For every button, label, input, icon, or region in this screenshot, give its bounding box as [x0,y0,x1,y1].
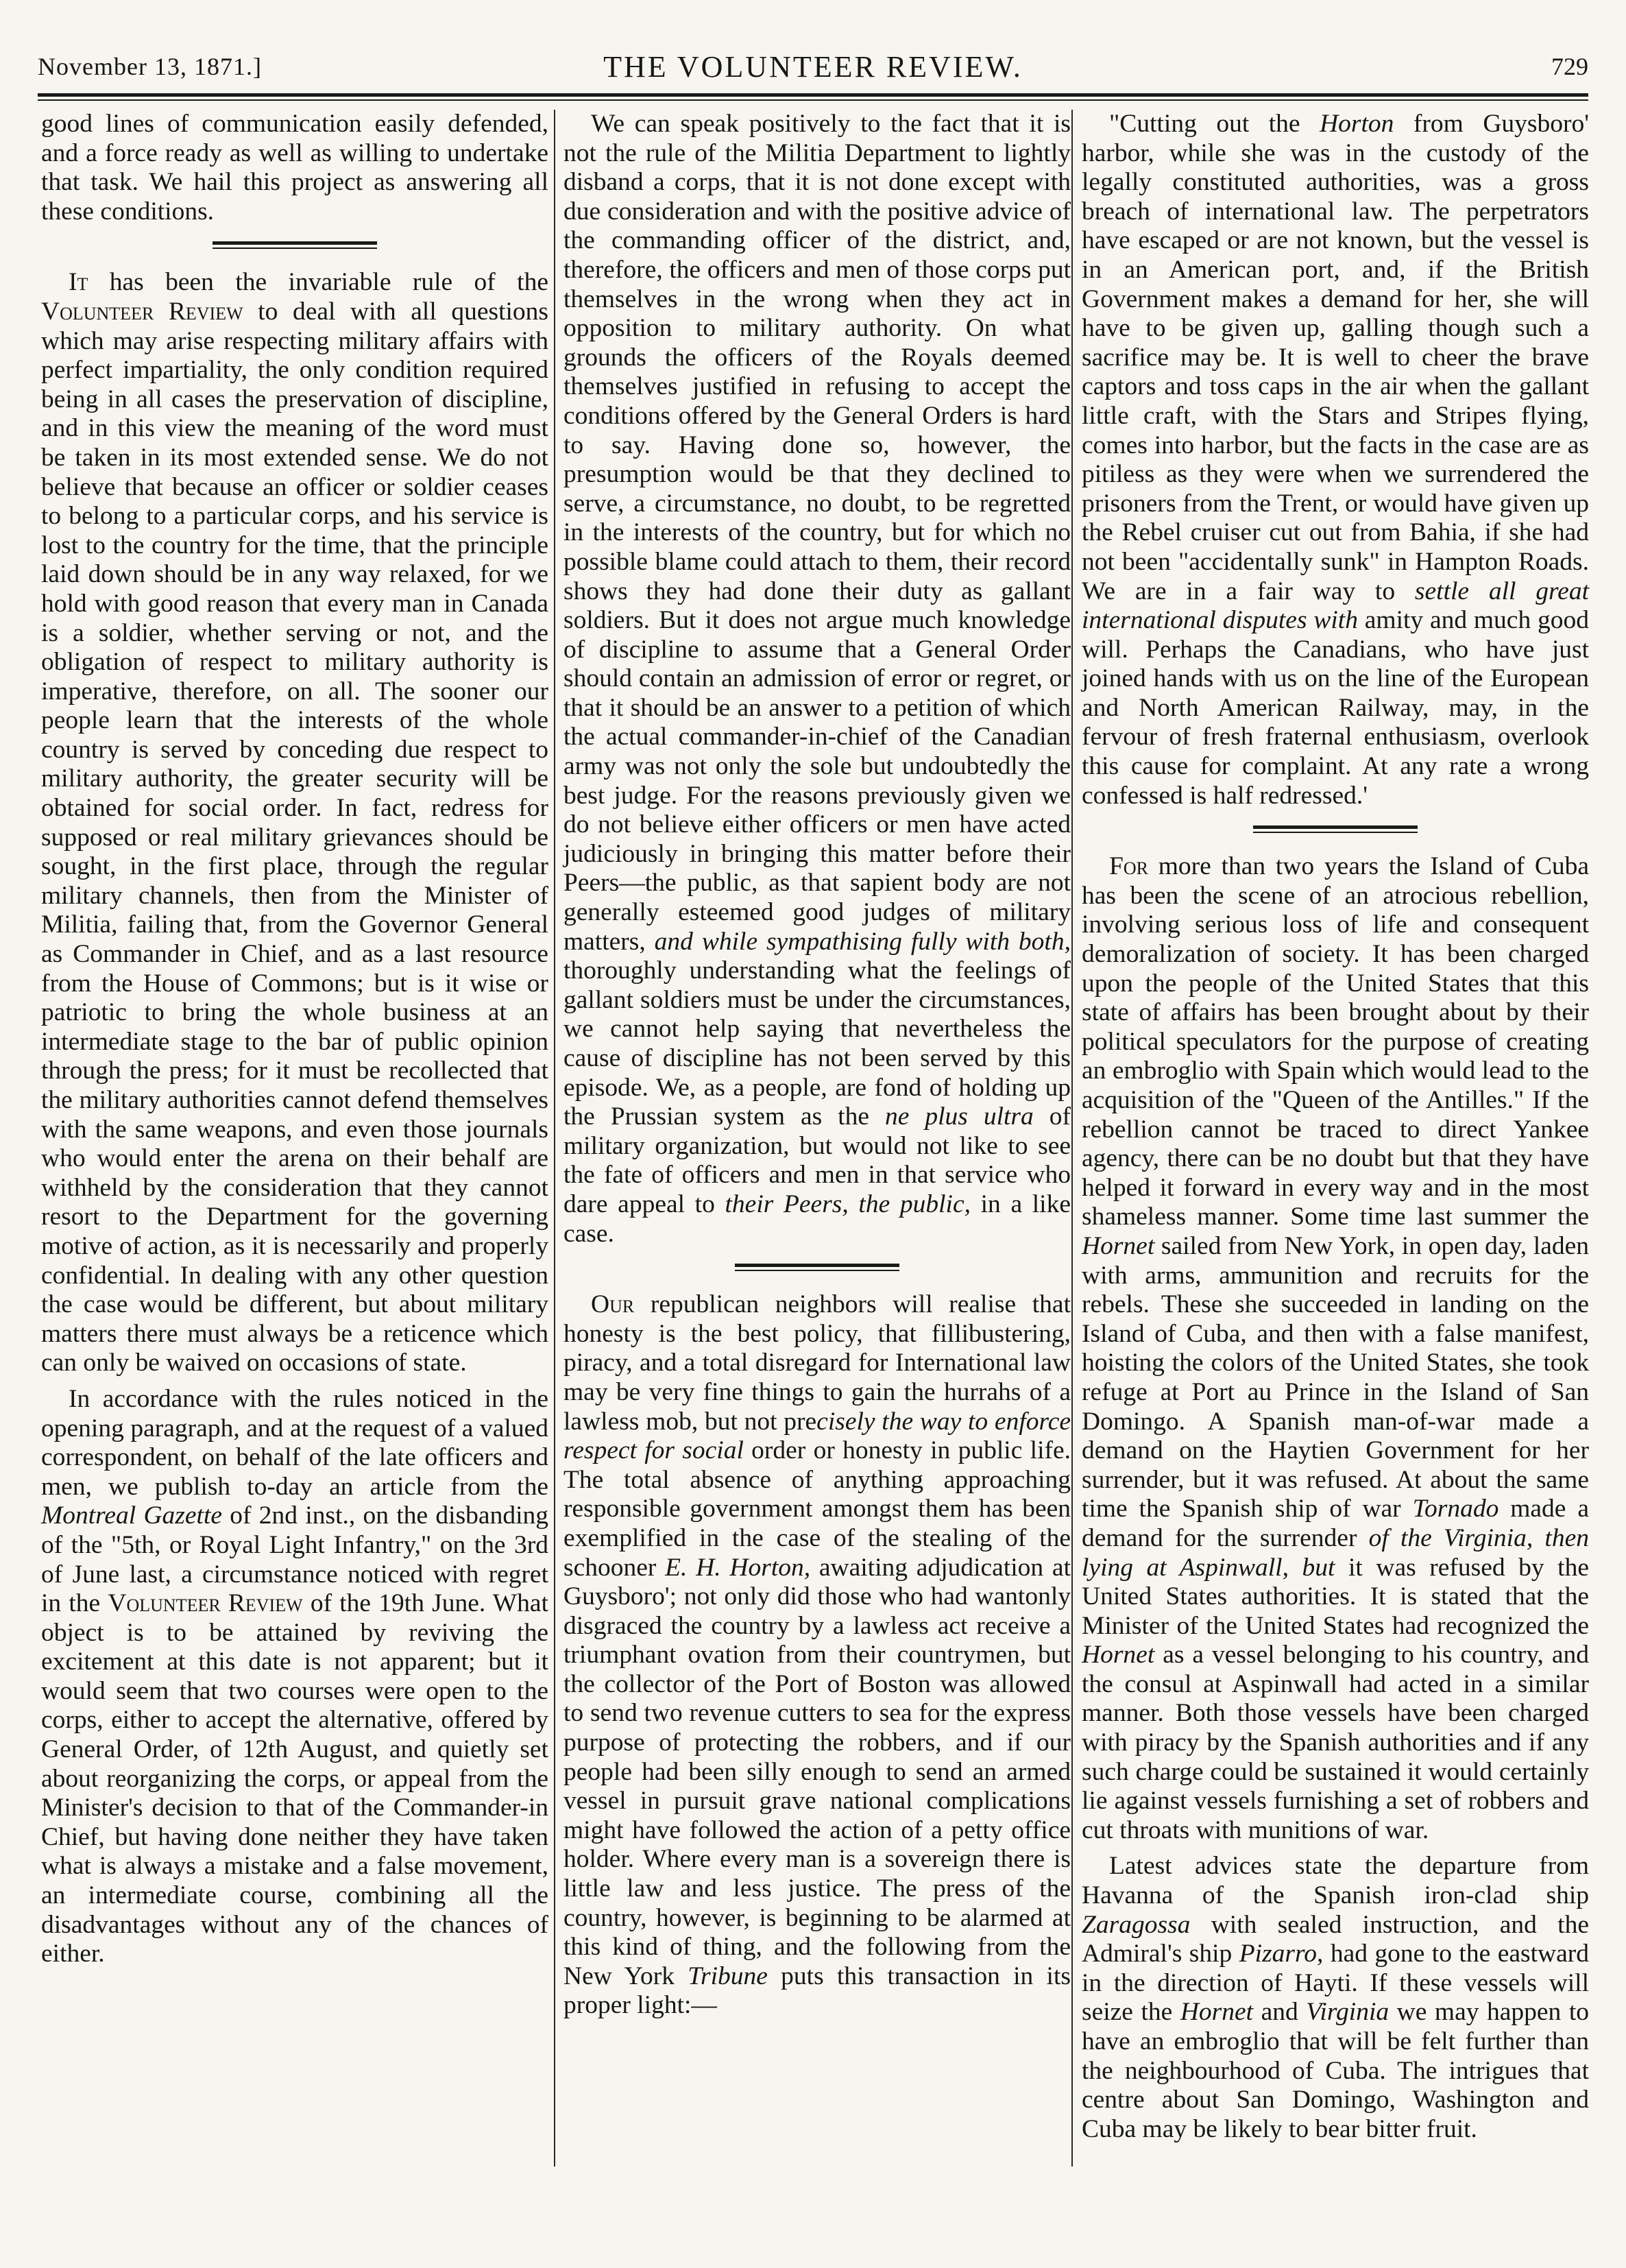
article-paragraph [41,268,548,1378]
ship-name: Zaragossa [1082,1910,1191,1939]
publication-name: Volunteer Review [41,297,243,326]
italic-run: of the Virginia, then lying at Aspinwall, but [1082,1523,1589,1582]
text-run: of the 19th June. What object is to be attained by reviving the excitement at this date is not apparent; but it would seem that two courses were open to the corps, either to accept the alternative, offered by General Order, of 12th August, and quietly set about reorganizing the corps, or appeal from the Minister's decision to that of the Commander-in Chief, but having done neither they have taken what is always a mistake and a false movement, an intermediate course, combining all the disadvantages without any of the chances of either. [41,1589,548,1968]
masthead-title: THE VOLUNTEER REVIEW. [603,50,1023,84]
text-run: in a like case. [563,1190,1071,1248]
column-divider-1 [554,110,555,2167]
ship-name: Pizarro, [1239,1940,1324,1968]
text-run: has been the invariable rule of the [88,268,548,297]
publication-name: Tribune [688,1962,768,1990]
page-header [38,48,1588,89]
text-run: as a vessel belonging to his country, and the consul at Aspinwall had acted in a similar manner. Both those vessels have been charged with piracy by the Spanish authorities and if any such charge could be sustained it would certainly lie against vessels furnishing a set of robbers and cut throats with munitions of war. [1082,1641,1589,1844]
column-2 [563,110,1071,2027]
italic-run: cisely the way to enforce respect for social [563,1407,1071,1465]
drop-lead: For [1109,852,1148,881]
text-run: order or honesty in public life. The total absence of anything approaching responsible government amongst them has been exemplified in the case of the stealing of the schooner [563,1436,1071,1582]
text-run: republican neighbors will realise that honesty is the best policy, that fillibustering, piracy, and a total disregard for International law may be very fine things to gain the hurrahs of a lawless mob, but not pre [563,1290,1071,1436]
article-separator [213,241,377,249]
article-paragraph: good lines of communication easily defended, and a force ready as well as willing to undertake that task. We hail this project as answering all these conditions. [41,110,548,226]
italic-run: settle all great international disputes with [1082,577,1589,635]
ship-name: Hornet [1180,1998,1254,2027]
column-1 [41,110,548,1976]
ship-name: Horton [1320,110,1394,138]
article-paragraph [563,1290,1071,2020]
text-run: made a demand for the surrender [1082,1495,1589,1552]
article-paragraph [1082,852,1589,1845]
ship-name: Hornet [1082,1231,1155,1260]
column-3 [1082,110,1589,2151]
text-run: puts this transaction in its proper light:— [563,1962,1071,2020]
italic-run: ne plus ultra [884,1102,1034,1131]
header-rule-thin [38,99,1588,101]
text-run: it was refused by the United States authorities. It is stated that the Minister of the United States had recognized the [1082,1553,1589,1640]
ship-name: Hornet [1082,1641,1155,1669]
column-divider-2 [1071,110,1073,2167]
publication-name: Volunteer Review [108,1589,303,1618]
ship-name: E. H. Horton, [665,1553,811,1582]
article-separator [1253,825,1418,833]
text-run: amity and much good will. Perhaps the Canadians, who have just joined hands with us on the line of the European and North American Railway, may, in the fervour of fresh fraternal enthusiasm, overlook this cause for complaint. At any rate a wrong confessed is half redressed.' [1082,606,1589,810]
text-run: thoroughly understanding what the feelings of gallant soldiers must be under the circumstances, we cannot help saying that nevertheless the cause of discipline has not been served by this episode. We, as a people, are fond of holding up the Prussian system as the [563,956,1071,1131]
ship-name: Tornado [1412,1495,1499,1523]
text-run: with sealed instruction, and the Admiral's ship [1082,1910,1589,1968]
text-run: and [1253,1998,1307,2027]
text-run: we may happen to have an embroglio that will be felt further than the neighbourhood of Cuba. The intrigues that centre about San Domingo, Washington and Cuba may be likely to bear bitter fruit. [1082,1998,1589,2143]
text-run: sailed from New York, in open day, laden with arms, ammunition and recruits for the rebels. These she succeeded in landing on the Island of Cuba, and then with a false manifest, hoisting the colors of the United States, she took refuge at Port au Prince in the Island of San Domingo. A Spanish man-of-war made a demand on the Haytien Government for her surrender, but it was refused. At about the same time the Spanish ship of war [1082,1231,1589,1523]
text-run: In accordance with the rules noticed in the opening paragraph, and at the request of a valued correspondent, on behalf of the late officers and men, we publish to-day an article from the [41,1384,548,1501]
issue-date: November 13, 1871.] [38,53,262,80]
ship-name: Virginia [1306,1998,1390,2027]
text-run: of military organization, but would not like to see the fate of officers and men in that service who dare appeal to [563,1102,1071,1218]
header-rule [38,93,1588,97]
italic-run: and while sympathising fully with both, [654,927,1071,956]
text-run: more than two years the Island of Cuba has been the scene of an atrocious rebellion, involving serious loss of life and consequent demoralization of society. It has been charged upon the people of the United States that this state of affairs has been brought about by their political speculators for the purpose of creating an embroglio with Spain which would lead to the acquisition of the "Queen of the Antilles." If the rebellion cannot be traced to direct Yankee agency, there can be no doubt but that they have helped it forward in every way and in the most shameless manner. Some time last summer the [1082,852,1589,1231]
article-paragraph [1082,1852,1589,2144]
drop-lead: Our [591,1290,635,1319]
italic-run: their Peers, the public, [725,1190,971,1218]
text-run: Latest advices state the departure from Havanna of the Spanish iron-clad ship [1082,1852,1589,1910]
page-number: 729 [1551,53,1588,80]
text-run: We can speak positively to the fact that it is not the rule of the Militia Department to lightly disband a corps, that it is not done except with due consideration and with the positive advice of the commanding officer of the district, and, therefore, the officers and men of those corps put themselves in the wrong when they act in opposition to military authority. On what grounds the officers of the Royals deemed themselves justified in refusing to accept the conditions offered by the General Orders is hard to say. Having done so, however, the presumption would be that they declined to serve, a circumstance, no doubt, to be regretted in the interests of the country, but for which no possible blame could attach to them, their record shows they had done their duty as gallant soldiers. But it does not argue much knowledge of discipline to assume that a General Order should contain an admission of error or regret, or that it should be an answer to a petition of which the actual commander-in-chief of the Canadian army was not only the sole but undoubtedly the best judge. For the reasons previously given we do not believe either officers or men have acted judiciously in bringing this matter before their Peers—the public, as that sapient body are not generally esteemed good judges of military matters, [563,110,1071,956]
drop-lead: It [69,268,88,297]
publication-name: Montreal Gazette [41,1501,223,1530]
article-paragraph [41,1385,548,1969]
article-paragraph [563,110,1071,1248]
text-run: had gone to the eastward in the direction of Hayti. If these vessels will seize the [1082,1940,1589,2027]
text-run: to deal with all questions which may arise respecting military affairs with perfect impartiality, the only condition required being in all cases the preservation of discipline, and in this view the meaning of the word must be taken in its most extended sense. We do not believe that because an officer or soldier ceases to belong to a particular corps, and his service is lost to the country for the time, that the principle laid down should be in any way relaxed, for we hold with good reason that every man in Canada is a soldier, whether serving or not, and the obligation of respect to military authority is imperative, therefore, on all. The sooner our people learn that the interests of the whole country is served by conceding due respect to military authority, the greater security will be obtained for social order. In fact, redress for supposed or real military grievances should be sought, in the first place, through the regular military channels, then from the Minister of Militia, failing that, from the Governor General as Commander in Chief, and as a last resource from the House of Commons; but is it wise or patriotic to bring the whole business at an intermediate stage to the bar of public opinion through the press; for it must be recollected that the military authorities cannot defend themselves with the same weapons, and even those journals who would enter the arena on their behalf are withheld by the consideration that they cannot resort to the Department for the governing motive of action, as it is necessarily and properly confidential. In dealing with any other question the case would be different, but about military matters there must always be a reticence which can only be waived on occasions of state. [41,297,548,1377]
text-run: "Cutting out the [1109,110,1320,138]
text-run: from Guysboro' harbor, while she was in the custody of the legally constituted authorities, was a gross breach of international law. The perpetrators have escaped or are not known, but the vessel is in an American port, and, if the British Government makes a demand for her, she will have to be given up, galling though such a sacrifice may be. It is well to cheer the brave captors and toss caps in the air when the gallant little craft, with the Stars and Stripes flying, comes into harbor, but the facts in the case are as pitiless as they were when we surrendered the prisoners from the Trent, or would have given up the Rebel cruiser cut out from Bahia, if she had not been "accidentally sunk" in Hampton Roads. We are in a fair way to [1082,110,1589,605]
quoted-paragraph [1082,110,1589,810]
text-run: awaiting adjudication at Guysboro'; not only did those who had wantonly disgraced the country by a lawless act receive a triumphant ovation from their countrymen, but the collector of the Port of Boston was allowed to send two revenue cutters to sea for the express purpose of protecting the robbers, and if our people had been silly enough to send an armed vessel in pursuit grave national complications might have followed the action of a petty office holder. Where every man is a sovereign there is little law and less justice. The press of the country, however, is beginning to be alarmed at this kind of thing, and the following from the New York [563,1553,1071,1990]
article-separator [735,1264,899,1271]
text-run: of 2nd inst., on the disbanding of the "5th, or Royal Light Infantry," on the 3rd of June last, a circumstance noticed with regret in the [41,1501,548,1618]
